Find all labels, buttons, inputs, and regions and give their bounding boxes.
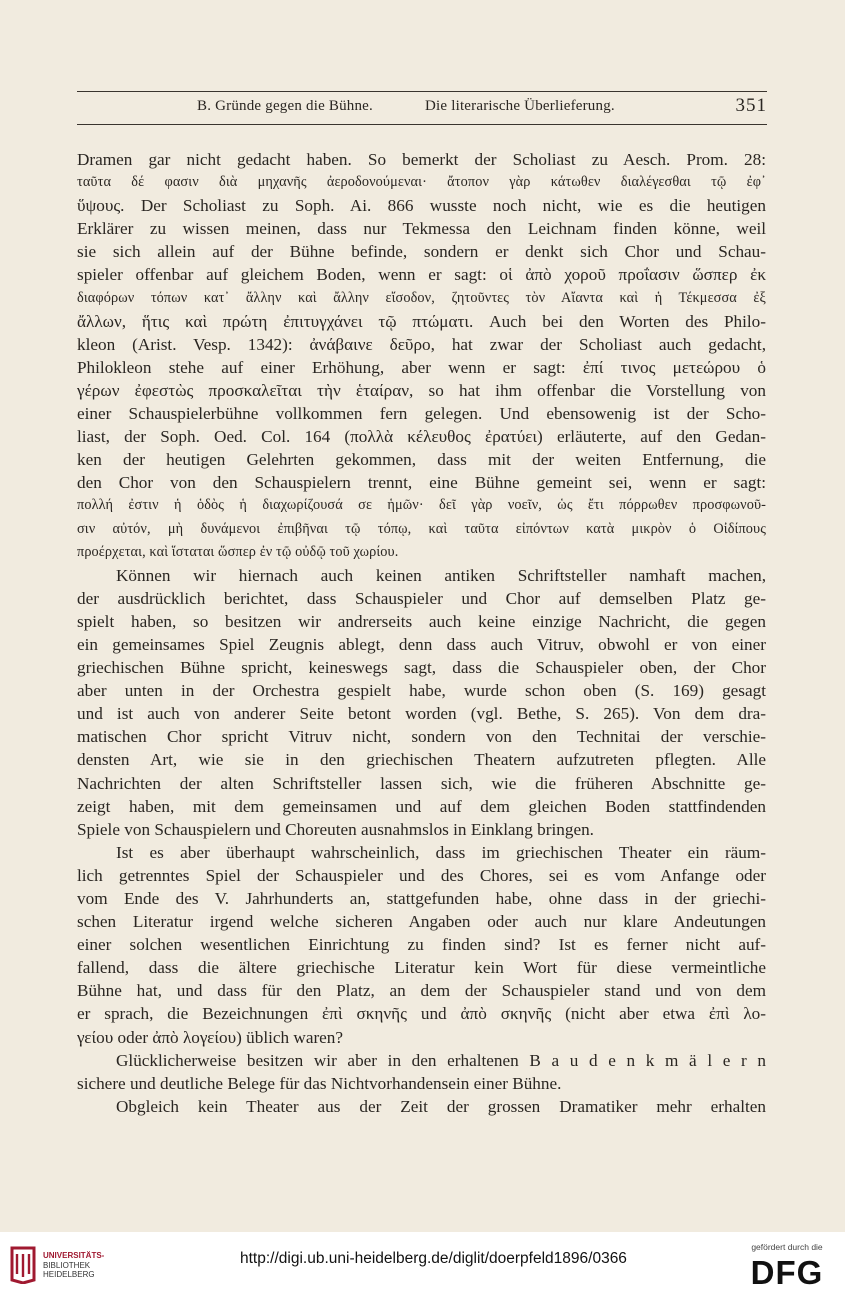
text-line: ἄλλων, ἥτις καὶ πρώτη ἐπιτυγχάνει τῷ πτώματι. Auch bei den Worten des Philo- bbox=[77, 311, 766, 331]
text-line: fallend, dass die ältere griechische Literatur kein Wort für diese vermeintliche bbox=[77, 958, 766, 978]
text-line: spielt haben, so besitzen wir andrerseits auch keine einzige Nachricht, die gegen bbox=[77, 611, 766, 631]
library-seal-icon bbox=[8, 1246, 38, 1284]
header-top-rule bbox=[77, 91, 767, 92]
text-line: densten Art, wie sie in den griechischen Theatern aufzutreten pflegten. Alle bbox=[77, 750, 766, 770]
text-line: Ist es aber überhaupt wahrscheinlich, dass im griechischen Theater ein räum- bbox=[116, 842, 766, 862]
text-line: sie sich allein auf der Bühne befinde, sondern er denkt sich Chor und Schau- bbox=[77, 242, 766, 262]
text-line: vom Ende des V. Jahrhunderts an, stattgefunden habe, ohne dass in der griechi- bbox=[77, 889, 766, 908]
text-line: ὕψους. Der Scholiast zu Soph. Ai. 866 wusste noch nicht, wie es die heutigen bbox=[77, 196, 766, 216]
text-line: Bühne hat, und dass für den Platz, an dem der Schauspieler stand und von dem bbox=[77, 981, 766, 1001]
text-line: Spiele von Schauspielern und Choreuten ausnahmslos in Einklang bringen. bbox=[77, 819, 594, 839]
text-line: er sprach, die Bezeichnungen ἐπὶ σκηνῆς und ἀπὸ σκηνῆς (nicht aber etwa ἐπὶ λο- bbox=[77, 1004, 766, 1024]
text-line: πολλή ἐστιν ἡ ὁδὸς ἡ διαχωρίζουσά σε ἡμῶν· δεῖ γὰρ νοεῖν, ὡς ἔτι πόρρωθεν προσφωνοῦ- bbox=[77, 497, 766, 514]
text-line: προέρχεται, καὶ ἵσταται ὥσπερ ἐν τῷ οὐδῷ τοῦ χωρίου. bbox=[77, 543, 399, 560]
text-line: Nachrichten der alten Schriftsteller lassen sich, wie die früheren Abschnitte ge- bbox=[77, 773, 766, 793]
text-line: spieler offenbar auf gleichem Boden, wenn er sagt: οἱ ἀπὸ χοροῦ προΐασιν ὥσπερ ἐκ bbox=[77, 265, 766, 285]
text-line: ken der heutigen Gelehrten gekommen, dass mit der weiten Entfernung, die bbox=[77, 450, 766, 470]
footer-bar bbox=[0, 1232, 845, 1301]
text-line: griechischen Bühne spricht, keineswegs sagt, dass die Schauspieler oben, der Chor bbox=[77, 658, 766, 678]
header-topic: Die literarische Überlieferung. bbox=[425, 98, 615, 114]
text-line: einer Schauspielerbühne vollkommen fern gelegen. Und ebensowenig ist der Scho- bbox=[77, 404, 766, 424]
text-line: und ist auch von anderer Seite betont worden (vgl. Bethe, S. 265). Von dem dra- bbox=[77, 704, 766, 724]
library-name: UNIVERSITÄTS- BIBLIOTHEK HEIDELBERG bbox=[43, 1251, 105, 1279]
sponsor-label: gefördert durch die bbox=[751, 1242, 823, 1252]
text-line: aber unten in der Orchestra gespielt habe, wurde schon oben (S. 169) gesagt bbox=[77, 681, 766, 701]
text-line: den Chor von den Schauspielern trennt, eine Bühne gemeint sei, wenn er sagt: bbox=[77, 473, 766, 493]
text-line: γέρων ἐφεστὼς προσκαλεῖται τὴν ἑταίραν, so hat ihm offenbar die Vorstellung von bbox=[77, 380, 766, 400]
text-line: der ausdrücklich berichtet, dass Schauspieler und Chor auf demselben Platz ge- bbox=[77, 588, 766, 608]
text-line: matischen Chor spricht Vitruv nicht, sondern von den Technitai der verschie- bbox=[77, 727, 766, 747]
text-line: Obgleich kein Theater aus der Zeit der grossen Dramatiker mehr erhalten bbox=[116, 1096, 766, 1116]
text-line: sichere und deutliche Belege für das Nichtvorhandensein einer Bühne. bbox=[77, 1073, 562, 1093]
text-line: Glücklicherweise besitzen wir aber in den erhaltenen B a u d e n k m ä l e r n bbox=[116, 1050, 766, 1070]
text-line: kleon (Arist. Vesp. 1342): ἀνάβαινε δεῦρο, hat zwar der Scholiast auch gedacht, bbox=[77, 334, 766, 354]
text-line: ein gemeinsames Spiel Zeugnis ablegt, denn dass auch Vitruv, obwohl er von einer bbox=[77, 634, 766, 654]
text-line: Erklärer zu wissen meinen, dass nur Tekmessa den Leichnam finden könne, weil bbox=[77, 219, 766, 239]
text-line: διαφόρων τόπων κατ᾽ ἄλλην καὶ ἄλλην εἴσοδον, ζητοῦντες τὸν Αἴαντα καὶ ἡ Τέκμεσσα ἐξ bbox=[77, 289, 766, 306]
text-line: γείου oder ἀπὸ λογείου) üblich waren? bbox=[77, 1027, 344, 1047]
text-line: liast, der Soph. Oed. Col. 164 (πολλὰ κέλευθος ἐρατύει) erläuterte, auf den Gedan- bbox=[77, 427, 766, 447]
body-text bbox=[77, 148, 766, 1118]
text-line: Können wir hiernach auch keinen antiken Schriftsteller namhaft machen, bbox=[116, 565, 766, 585]
source-url[interactable]: http://digi.ub.uni-heidelberg.de/diglit/doerpfeld1896/0366 bbox=[240, 1250, 627, 1267]
text-line: Dramen gar nicht gedacht haben. So bemerkt der Scholiast zu Aesch. Prom. 28: bbox=[77, 150, 766, 169]
text-line: einer solchen wesentlichen Einrichtung zu finden sind? Ist es ferner nicht auf- bbox=[77, 935, 766, 955]
text-line: schen Literatur irgend welche sicheren Angaben oder auch nur klare Andeutungen bbox=[77, 912, 766, 932]
header-bottom-rule bbox=[77, 124, 767, 125]
text-line: zeigt haben, mit dem gemeinsamen und auf dem gleichen Boden stattfindenden bbox=[77, 796, 766, 816]
text-line: ταῦτα δέ φασιν διὰ μηχανῆς ἀεροδονούμεναι· ἄτοπον γὰρ κάτωθεν διαλέγεσθαι τῷ ἐφ᾽ bbox=[77, 174, 766, 191]
page-number: 351 bbox=[735, 95, 767, 116]
text-line: Philokleon stehe auf einer Erhöhung, aber wenn er sagt: ἐπί τινος μετεώρου ὁ bbox=[77, 357, 766, 377]
text-line: σιν αὐτόν, μὴ δυνάμενοι ἐπιβῆναι τῷ τόπῳ, καὶ ταῦτα εἰπόντων κατὰ μικρὸν ὁ Οἰδίπους bbox=[77, 520, 766, 537]
header-section: B. Gründe gegen die Bühne. bbox=[197, 98, 373, 114]
text-line: lich getrenntes Spiel der Schauspieler und des Chores, sei es vom Anfange oder bbox=[77, 865, 766, 885]
dfg-logo[interactable] bbox=[741, 1242, 833, 1291]
dfg-wordmark: DFG bbox=[750, 1254, 824, 1291]
running-header bbox=[77, 96, 767, 120]
library-logo[interactable] bbox=[8, 1246, 138, 1286]
